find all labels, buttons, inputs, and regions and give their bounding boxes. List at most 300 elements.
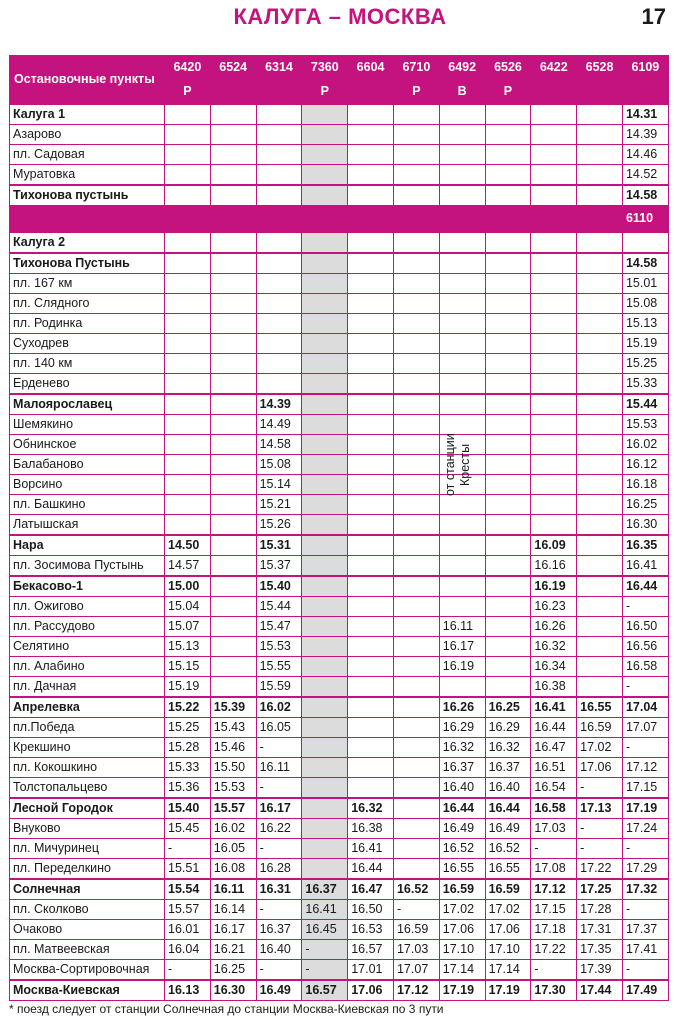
time-cell: 16.32 [531, 637, 577, 657]
section-divider [10, 206, 669, 233]
time-cell [256, 104, 302, 125]
time-cell: 16.02 [210, 819, 256, 839]
time-cell: - [577, 839, 623, 859]
time-cell [393, 374, 439, 395]
time-cell [302, 475, 348, 495]
time-cell [393, 253, 439, 274]
time-cell [531, 125, 577, 145]
time-cell: 15.53 [256, 637, 302, 657]
time-cell: 16.59 [577, 718, 623, 738]
time-cell [348, 104, 394, 125]
station-name: Нара [10, 535, 165, 556]
time-cell [439, 165, 485, 186]
time-cell: 17.29 [622, 859, 668, 880]
time-cell: 16.19 [439, 657, 485, 677]
time-cell: 17.19 [622, 798, 668, 819]
time-cell [302, 274, 348, 294]
time-cell: 17.13 [577, 798, 623, 819]
time-cell: 16.44 [531, 718, 577, 738]
time-cell [577, 475, 623, 495]
time-cell [393, 185, 439, 206]
time-cell [577, 576, 623, 597]
train-number: 6422 [531, 56, 577, 80]
time-cell [393, 232, 439, 253]
band-cell [577, 206, 623, 233]
time-cell [302, 185, 348, 206]
train-mark [210, 80, 256, 105]
time-cell [348, 455, 394, 475]
time-cell: 15.26 [256, 515, 302, 536]
time-cell: 16.44 [348, 859, 394, 880]
time-cell [210, 455, 256, 475]
time-cell [577, 556, 623, 577]
band-cell [393, 206, 439, 233]
table-row [10, 677, 669, 698]
time-cell [393, 334, 439, 354]
time-cell: 16.32 [439, 738, 485, 758]
time-cell: 16.11 [439, 617, 485, 637]
time-cell: - [577, 819, 623, 839]
table-row [10, 900, 669, 920]
time-cell [302, 556, 348, 577]
time-cell: 17.02 [439, 900, 485, 920]
time-cell: 16.23 [531, 597, 577, 617]
time-cell [531, 165, 577, 186]
time-cell: 16.29 [439, 718, 485, 738]
time-cell: 16.52 [439, 839, 485, 859]
train-mark [622, 80, 668, 105]
time-cell [393, 145, 439, 165]
time-cell: 17.44 [577, 980, 623, 1001]
train-number-6110: 6110 [622, 206, 668, 233]
time-cell [439, 145, 485, 165]
station-name: пл.Победа [10, 718, 165, 738]
time-cell: 16.52 [393, 879, 439, 900]
time-cell [531, 354, 577, 374]
time-cell [210, 556, 256, 577]
station-name: Азарово [10, 125, 165, 145]
time-cell [302, 374, 348, 395]
time-cell [485, 535, 531, 556]
time-cell: 16.57 [302, 980, 348, 1001]
time-cell [348, 697, 394, 718]
table-row [10, 274, 669, 294]
time-cell: 16.17 [210, 920, 256, 940]
time-cell [256, 232, 302, 253]
time-cell: 16.59 [439, 879, 485, 900]
table-row [10, 232, 669, 253]
table-row [10, 415, 669, 435]
table-row [10, 314, 669, 334]
station-name: пл. 140 км [10, 354, 165, 374]
table-row [10, 819, 669, 839]
time-cell: 17.06 [577, 758, 623, 778]
time-cell [302, 515, 348, 536]
time-cell [302, 859, 348, 880]
train-number: 7360 [302, 56, 348, 80]
station-name: пл. Садовая [10, 145, 165, 165]
time-cell: 16.56 [622, 637, 668, 657]
time-cell: 17.22 [531, 940, 577, 960]
station-name: Обнинское [10, 435, 165, 455]
table-row [10, 960, 669, 981]
time-cell: - [531, 960, 577, 981]
time-cell: - [577, 778, 623, 799]
band-cell [256, 206, 302, 233]
time-cell: 15.44 [256, 597, 302, 617]
vertical-note-line-2: Кресты [458, 443, 472, 486]
time-cell: 16.32 [485, 738, 531, 758]
time-cell [485, 125, 531, 145]
time-cell: - [622, 738, 668, 758]
time-cell: 17.02 [485, 900, 531, 920]
table-row [10, 940, 669, 960]
time-cell [302, 758, 348, 778]
time-cell [485, 232, 531, 253]
time-cell [393, 738, 439, 758]
station-name: Лесной Городок [10, 798, 165, 819]
time-cell [393, 839, 439, 859]
time-cell: 16.57 [348, 940, 394, 960]
time-cell: 16.37 [256, 920, 302, 940]
train-number: 6420 [165, 56, 211, 80]
time-cell [302, 617, 348, 637]
time-cell: 17.18 [531, 920, 577, 940]
time-cell [393, 354, 439, 374]
train-mark [531, 80, 577, 105]
time-cell [210, 535, 256, 556]
time-cell: 16.55 [577, 697, 623, 718]
time-cell [439, 677, 485, 698]
time-cell [531, 253, 577, 274]
time-cell: 17.08 [531, 859, 577, 880]
time-cell [165, 495, 211, 515]
table-row [10, 879, 669, 900]
time-cell: 14.52 [622, 165, 668, 186]
time-cell: 15.28 [165, 738, 211, 758]
time-cell: 14.58 [622, 185, 668, 206]
page-title: КАЛУГА – МОСКВА [233, 4, 447, 29]
time-cell [165, 165, 211, 186]
time-cell [531, 455, 577, 475]
time-cell: 15.13 [622, 314, 668, 334]
time-cell [577, 294, 623, 314]
station-name: пл. Слядного [10, 294, 165, 314]
table-row [10, 394, 669, 415]
time-cell [577, 677, 623, 698]
table-row [10, 455, 669, 475]
time-cell [393, 314, 439, 334]
time-cell [256, 374, 302, 395]
timetable-body [10, 104, 669, 1001]
time-cell: 15.33 [622, 374, 668, 395]
time-cell: 16.18 [622, 475, 668, 495]
table-row [10, 475, 669, 495]
time-cell: 16.14 [210, 900, 256, 920]
time-cell: 17.07 [622, 718, 668, 738]
time-cell: 17.03 [393, 940, 439, 960]
time-cell: - [256, 778, 302, 799]
time-cell [577, 597, 623, 617]
time-cell: 16.58 [531, 798, 577, 819]
time-cell: 16.19 [531, 576, 577, 597]
time-cell [577, 617, 623, 637]
time-cell [302, 798, 348, 819]
time-cell: 17.03 [531, 819, 577, 839]
time-cell [439, 354, 485, 374]
time-cell: 17.12 [622, 758, 668, 778]
time-cell: 17.41 [622, 940, 668, 960]
time-cell [393, 657, 439, 677]
time-cell: 15.53 [210, 778, 256, 799]
time-cell [393, 597, 439, 617]
time-cell [302, 314, 348, 334]
time-cell [485, 394, 531, 415]
time-cell [210, 125, 256, 145]
time-cell [393, 415, 439, 435]
time-cell: 15.47 [256, 617, 302, 637]
time-cell: 14.58 [256, 435, 302, 455]
time-cell [210, 334, 256, 354]
time-cell [393, 859, 439, 880]
train-number: 6492 [439, 56, 485, 80]
time-cell [256, 253, 302, 274]
time-cell: 16.11 [256, 758, 302, 778]
time-cell [577, 354, 623, 374]
time-cell [348, 515, 394, 536]
time-cell [393, 718, 439, 738]
time-cell [531, 495, 577, 515]
time-cell: 16.16 [531, 556, 577, 577]
station-name: Балабаново [10, 455, 165, 475]
time-cell: 15.15 [165, 657, 211, 677]
time-cell [531, 475, 577, 495]
station-name: Москва-Киевская [10, 980, 165, 1001]
time-cell [485, 314, 531, 334]
time-cell: - [622, 597, 668, 617]
time-cell [348, 415, 394, 435]
time-cell: 16.47 [348, 879, 394, 900]
time-cell [348, 185, 394, 206]
time-cell [348, 165, 394, 186]
time-cell [210, 374, 256, 395]
time-cell [439, 294, 485, 314]
train-mark: Р [165, 80, 211, 105]
time-cell [165, 104, 211, 125]
time-cell [393, 394, 439, 415]
time-cell: 16.25 [622, 495, 668, 515]
time-cell: - [256, 839, 302, 859]
station-name: Внуково [10, 819, 165, 839]
time-cell: 16.49 [439, 819, 485, 839]
train-mark [348, 80, 394, 105]
time-cell: 16.21 [210, 940, 256, 960]
time-cell [577, 455, 623, 475]
time-cell [348, 576, 394, 597]
time-cell [485, 677, 531, 698]
time-cell: 17.22 [577, 859, 623, 880]
time-cell: 17.32 [622, 879, 668, 900]
band-cell [302, 206, 348, 233]
time-cell: 15.25 [165, 718, 211, 738]
time-cell [485, 145, 531, 165]
table-row [10, 354, 669, 374]
time-cell: - [622, 960, 668, 981]
time-cell: 16.11 [210, 879, 256, 900]
time-cell: - [531, 839, 577, 859]
time-cell [302, 435, 348, 455]
time-cell: 17.06 [485, 920, 531, 940]
train-number: 6524 [210, 56, 256, 80]
time-cell [165, 232, 211, 253]
time-cell [165, 515, 211, 536]
time-cell [256, 354, 302, 374]
train-number: 6109 [622, 56, 668, 80]
time-cell: 17.10 [485, 940, 531, 960]
time-cell [210, 597, 256, 617]
time-cell [531, 415, 577, 435]
time-cell: 15.36 [165, 778, 211, 799]
table-row [10, 576, 669, 597]
time-cell [577, 125, 623, 145]
time-cell [531, 185, 577, 206]
time-cell [439, 274, 485, 294]
table-row [10, 165, 669, 186]
time-cell: 16.55 [485, 859, 531, 880]
time-cell [393, 165, 439, 186]
train-mark: Р [485, 80, 531, 105]
time-cell [393, 819, 439, 839]
time-cell [348, 778, 394, 799]
time-cell: 16.08 [210, 859, 256, 880]
time-cell: 17.06 [348, 980, 394, 1001]
time-cell [439, 334, 485, 354]
time-cell [393, 274, 439, 294]
time-cell: 16.44 [622, 576, 668, 597]
time-cell: 17.49 [622, 980, 668, 1001]
time-cell: 16.49 [485, 819, 531, 839]
time-cell [348, 334, 394, 354]
time-cell [302, 104, 348, 125]
time-cell: 16.32 [348, 798, 394, 819]
table-row [10, 778, 669, 799]
table-row [10, 535, 669, 556]
time-cell [210, 253, 256, 274]
time-cell [348, 637, 394, 657]
table-row [10, 859, 669, 880]
vertical-note-line-1: от станции [443, 433, 457, 496]
time-cell [439, 185, 485, 206]
time-cell [210, 354, 256, 374]
time-cell [485, 253, 531, 274]
time-cell: 16.17 [439, 637, 485, 657]
time-cell: 16.44 [439, 798, 485, 819]
time-cell [165, 415, 211, 435]
table-row [10, 920, 669, 940]
time-cell: 17.39 [577, 960, 623, 981]
time-cell [348, 535, 394, 556]
time-cell [302, 495, 348, 515]
time-cell [439, 576, 485, 597]
time-cell [302, 145, 348, 165]
time-cell [577, 535, 623, 556]
time-cell: 15.51 [165, 859, 211, 880]
station-name: Калуга 1 [10, 104, 165, 125]
time-cell [256, 334, 302, 354]
time-cell: 16.30 [622, 515, 668, 536]
table-row [10, 253, 669, 274]
time-cell: 16.44 [485, 798, 531, 819]
station-name: Очаково [10, 920, 165, 940]
time-cell: 17.24 [622, 819, 668, 839]
time-cell [577, 334, 623, 354]
time-cell [485, 165, 531, 186]
time-cell [348, 738, 394, 758]
time-cell [302, 394, 348, 415]
time-cell [439, 535, 485, 556]
time-cell [577, 232, 623, 253]
time-cell: 16.09 [531, 535, 577, 556]
time-cell [256, 274, 302, 294]
time-cell [165, 145, 211, 165]
table-row [10, 697, 669, 718]
time-cell [348, 556, 394, 577]
time-cell: - [256, 960, 302, 981]
time-cell [348, 758, 394, 778]
time-cell [348, 253, 394, 274]
table-row [10, 718, 669, 738]
time-cell [577, 435, 623, 455]
time-cell [348, 677, 394, 698]
time-cell: 16.25 [210, 960, 256, 981]
time-cell: 17.07 [393, 960, 439, 981]
time-cell: 16.30 [210, 980, 256, 1001]
time-cell: 15.33 [165, 758, 211, 778]
band-cell [439, 206, 485, 233]
time-cell [165, 455, 211, 475]
time-cell: - [622, 677, 668, 698]
time-cell [348, 657, 394, 677]
time-cell: 16.02 [256, 697, 302, 718]
time-cell: - [302, 940, 348, 960]
time-cell [210, 104, 256, 125]
time-cell [485, 354, 531, 374]
time-cell: 16.26 [439, 697, 485, 718]
time-cell: 16.35 [622, 535, 668, 556]
time-cell [210, 165, 256, 186]
time-cell: 15.19 [622, 334, 668, 354]
time-cell [393, 104, 439, 125]
time-cell: 14.57 [165, 556, 211, 577]
time-cell [393, 535, 439, 556]
time-cell [393, 778, 439, 799]
station-name: пл. Мичуринец [10, 839, 165, 859]
time-cell: 15.37 [256, 556, 302, 577]
time-cell [165, 435, 211, 455]
station-name: Шемякино [10, 415, 165, 435]
time-cell: 14.46 [622, 145, 668, 165]
time-cell [302, 354, 348, 374]
time-cell: - [302, 960, 348, 981]
time-cell [302, 677, 348, 698]
time-cell [348, 617, 394, 637]
time-cell: 16.41 [348, 839, 394, 859]
time-cell [302, 697, 348, 718]
time-cell [393, 617, 439, 637]
time-cell: 14.39 [256, 394, 302, 415]
time-cell [485, 597, 531, 617]
time-cell [485, 455, 531, 475]
